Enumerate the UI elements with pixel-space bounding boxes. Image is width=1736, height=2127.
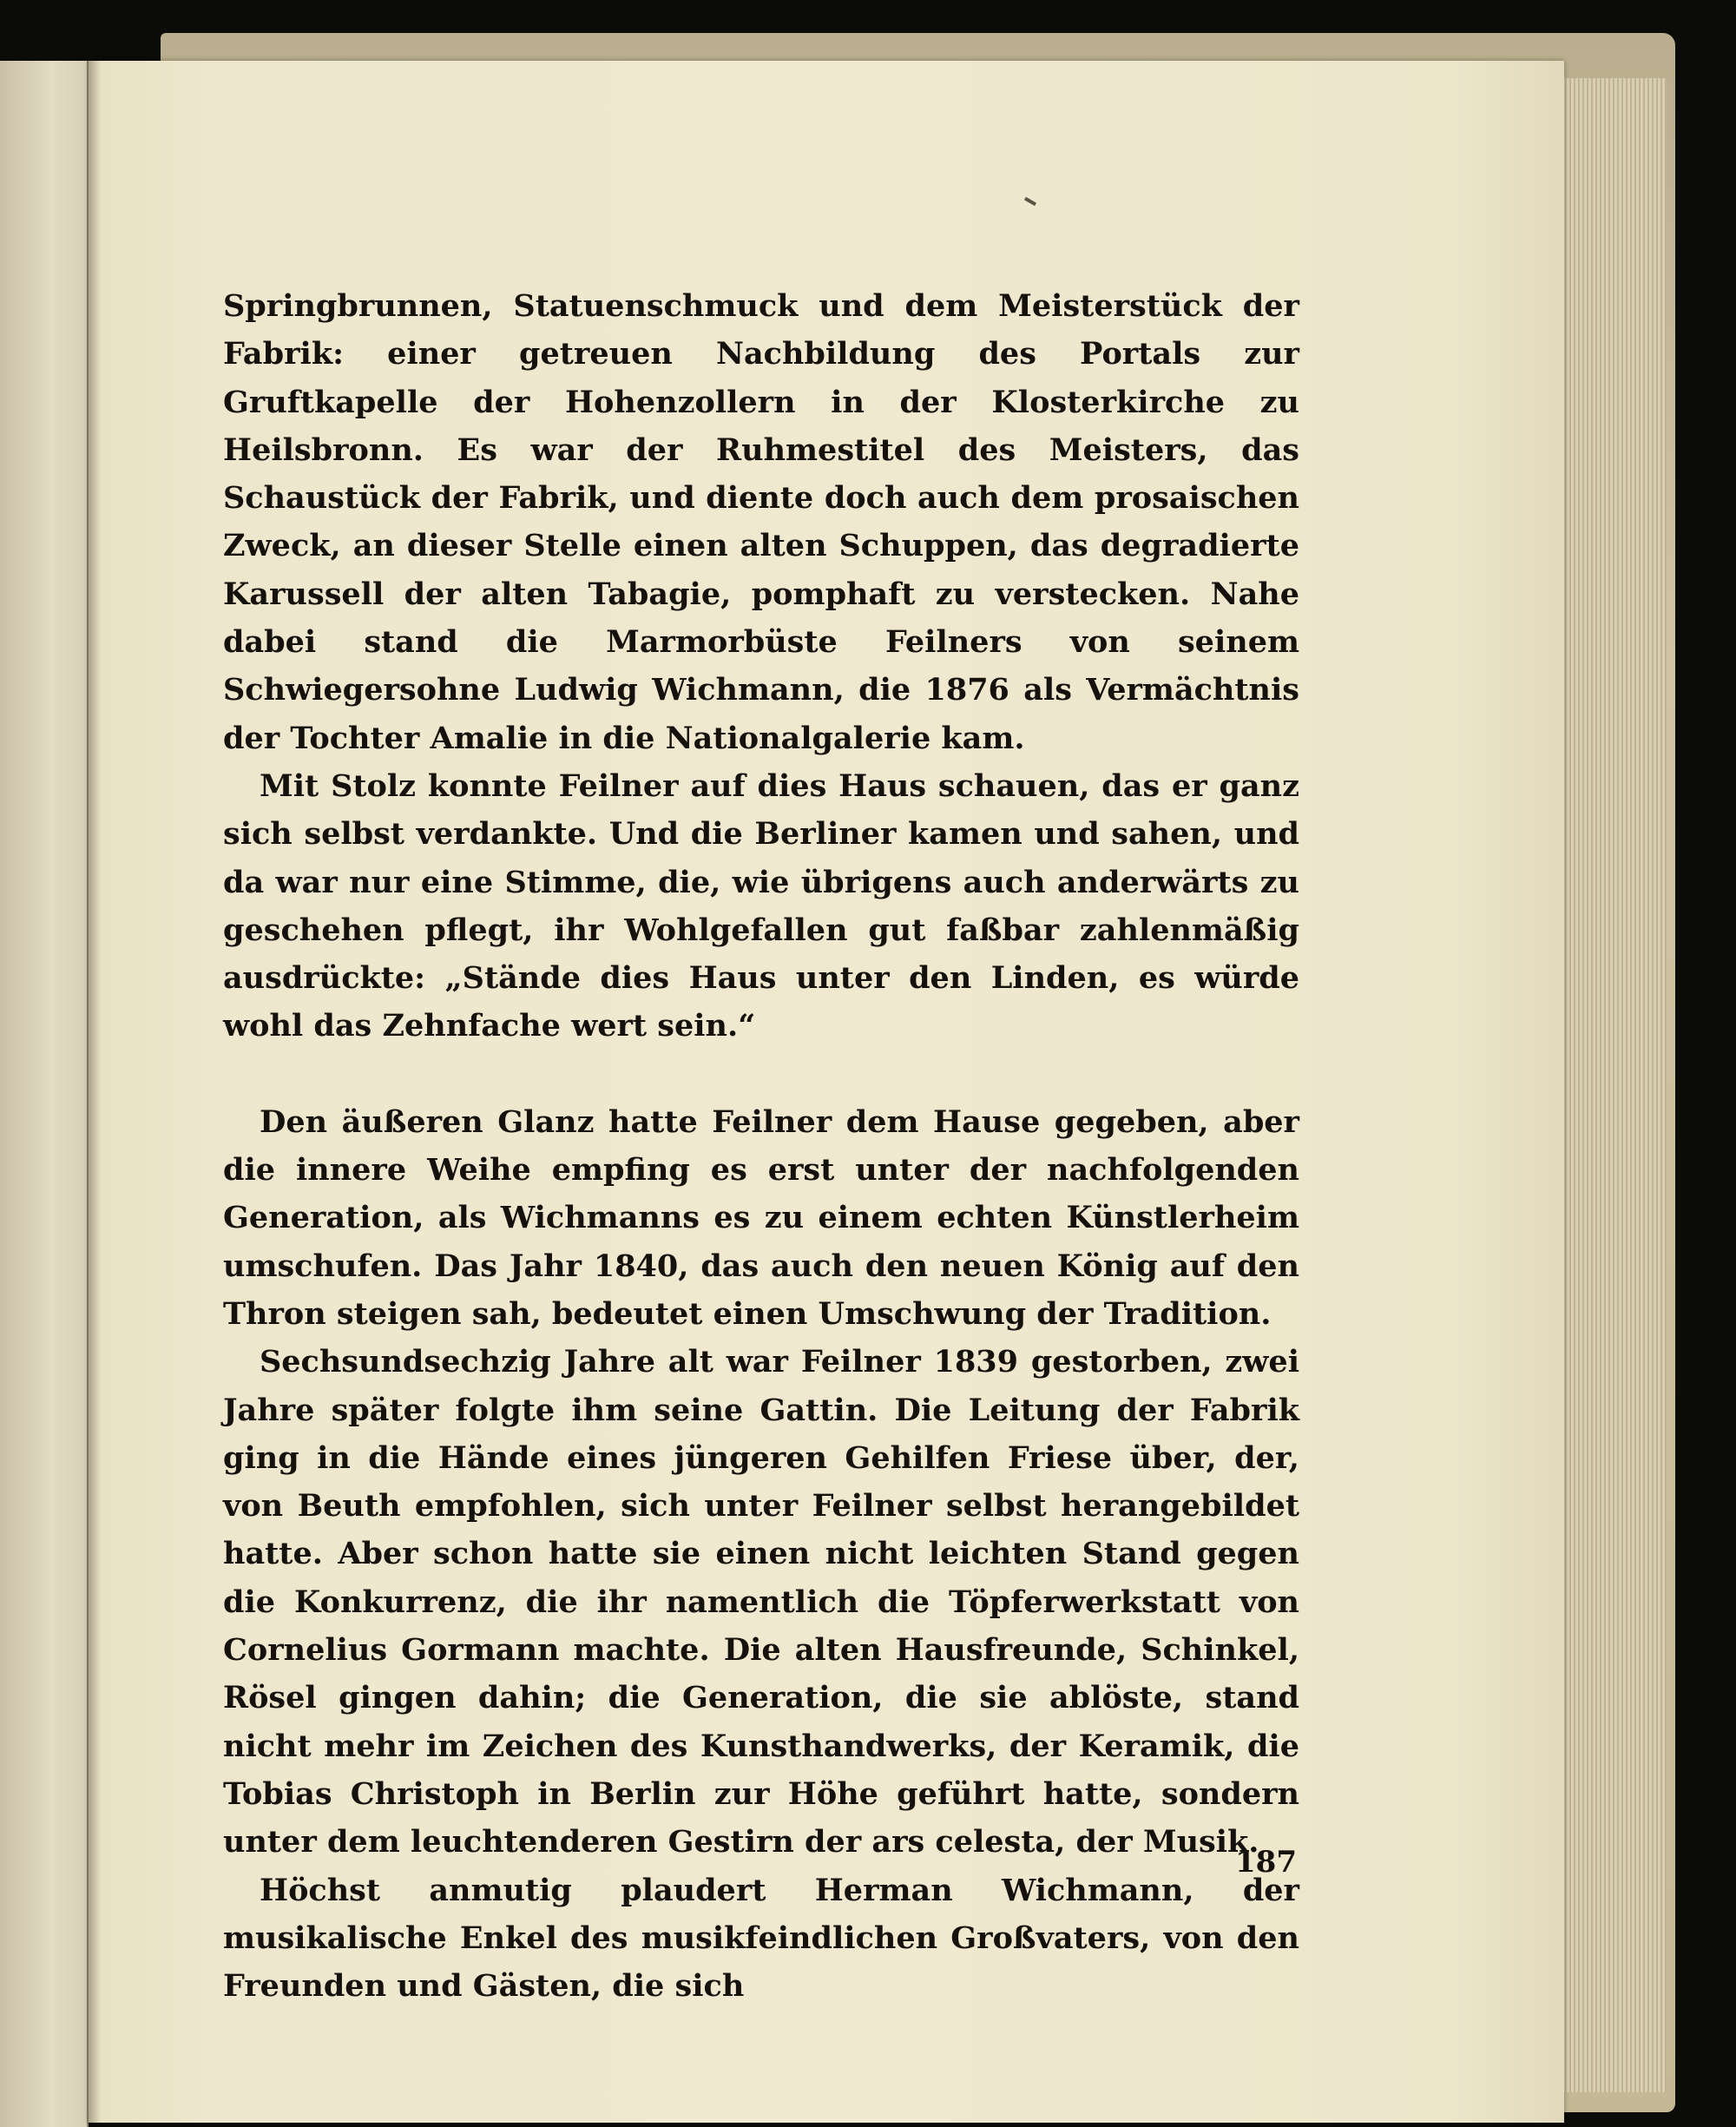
book-page bbox=[89, 61, 1564, 2123]
ink-speck bbox=[1024, 197, 1036, 206]
gutter-shadow bbox=[89, 61, 101, 2123]
section-break bbox=[223, 1050, 1299, 1098]
facing-page-edge bbox=[0, 61, 89, 2127]
paragraph-4: Sechsundsechzig Jahre alt war Feilner 1839 gestorben, zwei Jahre später folgte ihm seine Gattin. Die Leitung der Fabrik ging in die Hände eines jüngeren Gehilfen Friese über, der, von Beuth empfohlen, sich unter Feilner selbst herangebildet hatte. Aber schon hatte sie einen nicht leichten Stand gegen die Konkurrenz, die ihr namentlich die Töpferwerkstatt von Cornelius Gormann machte. Die alten Hausfreunde, Schinkel, Rösel gingen dahin; die Generation, die sie ablöste, stand nicht mehr im Zeichen des Kunsthandwerks, der Keramik, die Tobias Christoph in Berlin zur Höhe geführt hatte, sondern unter dem leuchtenderen Gestirn der ars celesta, der Musik. bbox=[223, 1344, 1299, 1860]
paragraph-5: Höchst anmutig plaudert Herman Wichmann, der musikalische Enkel des musikfeindlichen Großvaters, von den Freunden und Gästen, die sich bbox=[223, 1872, 1299, 2005]
paragraph-1: Springbrunnen, Statuenschmuck und dem Meisterstück der Fabrik: einer getreuen Nachbildung des Portals zur Gruftkapelle der Hohenzollern in der Klosterkirche zu Heilsbronn. Es war der Ruhmestitel des Meisters, das Schaustück der Fabrik, und diente doch auch dem prosaischen Zweck, an dieser Stelle einen alten Schuppen, das degradierte Karussell der alten Tabagie, pomphaft zu verstecken. Nahe dabei stand die Marmorbüste Feilners von seinem Schwiegersohne Ludwig Wichmann, die 1876 als Vermächtnis der Tochter Amalie in die Nationalgalerie kam. bbox=[223, 288, 1299, 756]
page-number: 187 bbox=[1235, 1845, 1297, 1880]
paragraph-3: Den äußeren Glanz hatte Feilner dem Hause gegeben, aber die innere Weihe empfing es erst unter der nachfolgenden Generation, als Wichmanns es zu einem echten Künstlerheim umschufen. Das Jahr 1840, das auch den neuen König auf den Thron steigen sah, bedeutet einen Umschwung der Tradition. bbox=[223, 1103, 1299, 1332]
body-text bbox=[223, 282, 1299, 2010]
paragraph-2: Mit Stolz konnte Feilner auf dies Haus schauen, das er ganz sich selbst verdankte. Und die Berliner kamen und sahen, und da war nur eine Stimme, die, wie übrigens auch anderwärts zu geschehen pflegt, ihr Wohlgefallen gut faßbar zahlenmäßig ausdrückte: „Stände dies Haus unter den Linden, es würde wohl das Zehnfache wert sein.“ bbox=[223, 767, 1299, 1044]
